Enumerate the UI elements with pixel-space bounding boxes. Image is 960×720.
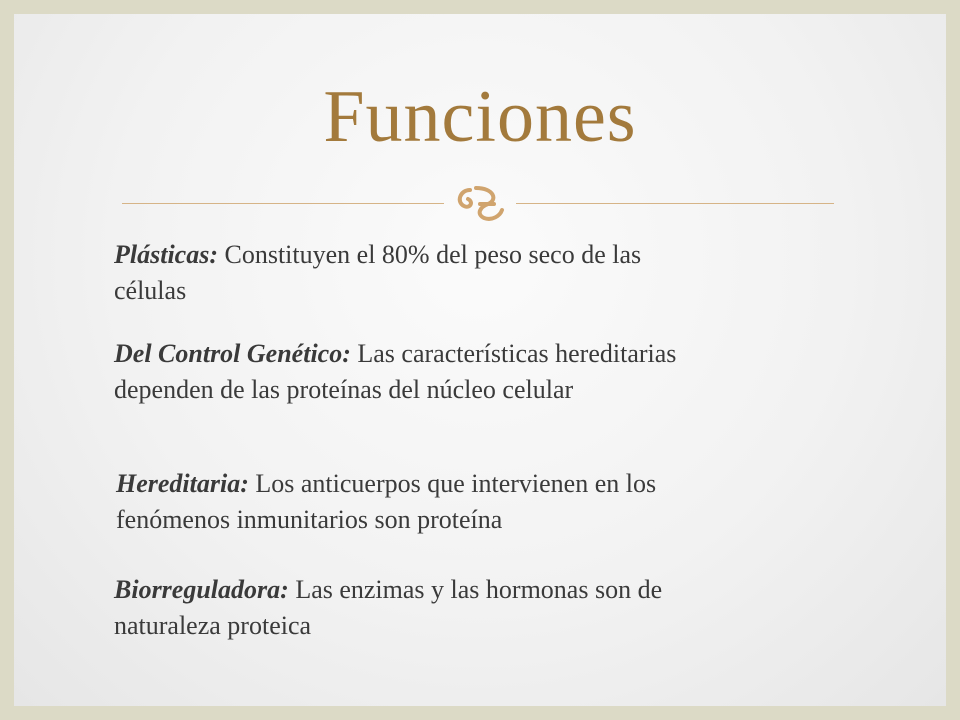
- item-description-line2: células: [114, 276, 187, 305]
- function-item-control-genetico: [114, 336, 676, 408]
- item-term: Biorreguladora:: [114, 575, 289, 604]
- title-divider-right: [516, 203, 834, 204]
- item-term: Hereditaria:: [116, 469, 249, 498]
- item-description-line2: dependen de las proteínas del núcleo celular: [114, 375, 574, 404]
- item-description-line2: naturaleza proteica: [114, 611, 312, 640]
- item-description-line1: Constituyen el 80% del peso seco de las: [224, 240, 642, 269]
- item-description-line1: Las características hereditarias: [357, 339, 677, 368]
- item-term: Plásticas:: [114, 240, 218, 269]
- slide-title: Funciones: [323, 76, 637, 158]
- item-description-line2: fenómenos inmunitarios son proteína: [116, 505, 503, 534]
- item-description-line1: Los anticuerpos que intervienen en los: [255, 469, 657, 498]
- title-divider-left: [122, 203, 444, 204]
- item-term: Del Control Genético:: [114, 339, 351, 368]
- function-item-hereditaria: [116, 466, 656, 538]
- function-item-plasticas: [114, 237, 641, 309]
- item-description-line1: Las enzimas y las hormonas son de: [295, 575, 663, 604]
- curly-flourish-icon: [450, 184, 510, 222]
- function-item-biorreguladora: [114, 572, 662, 644]
